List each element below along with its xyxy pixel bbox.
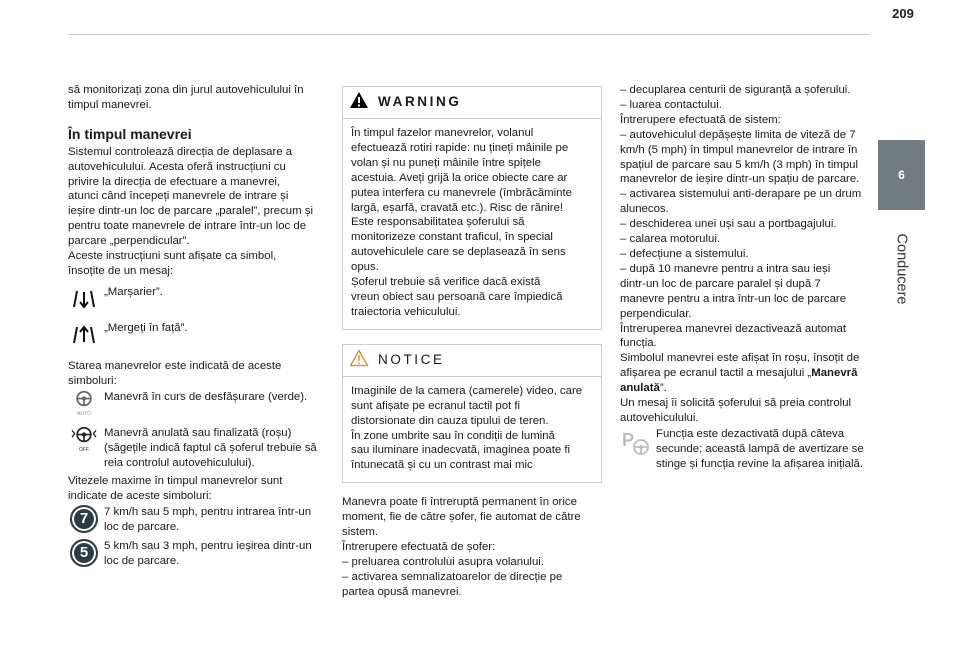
cancelled-message: Manevră anulată [620,367,858,395]
page-number: 209 [892,6,914,21]
column-left [68,83,328,573]
speed-5-row [68,539,328,569]
status-off-label: OFF [79,446,89,453]
chapter-title-vertical [878,214,925,324]
column-right [620,83,874,476]
reverse-label: „Marșarier”. [104,285,163,298]
chapter-number: 6 [898,168,905,182]
notice-text: Imaginile de la camera (camerele) video, care sunt afișate pe ecranul tactil pot fi distorsionate din cauza tipului de teren. În zone umbrite sau în condiții de lumină sau iluminare inadecvată, imaginea poate fi întunecată și cu un contrast mai mic [351,384,583,472]
steering-wheel-off-icon [68,426,100,458]
park-assist-lamp-icon [620,427,652,459]
chapter-tab[interactable] [878,140,925,210]
forward-arrow-icon [68,321,100,349]
speed-7-text: 7 km/h sau 5 mph, pentru intrarea într-un loc de parcare. [104,506,312,534]
lamp-row [620,427,874,472]
speed-7-row [68,505,328,535]
column-middle [342,83,602,600]
notice-triangle-icon [349,349,369,372]
status-cancelled-row [68,426,328,471]
reverse-arrow-icon [68,285,100,313]
forward-label: „Mergeți în față”. [104,321,188,334]
warning-title: WARNING [378,94,462,110]
status-in-progress-text: Manevră în curs de desfășurare (verde). [104,390,308,403]
speed-5-badge: 5 [68,539,100,567]
forward-row [68,321,328,349]
notice-header [343,345,601,377]
warning-header [343,87,601,119]
status-auto-label: AUTO [77,410,91,417]
notice-title: NOTICE [378,351,445,367]
intro-text: să monitorizați zona din jurul autovehiculului în timpul manevrei. [68,84,304,111]
svg-text:P: P [622,429,635,450]
interruption-text: Manevra poate fi întreruptă permanent în orice moment, fie de către șofer, fie automat de către sistem. Întrerupere efectuată de șofer: – preluarea controlului asupra volanului. – activarea semnalizatoarelor de direcție pe partea opusă manevrei. [342,496,581,598]
interruption-text-after: ”. Un mesaj îi solicită șoferului să preia controlul autovehiculului. [620,382,852,424]
guidance-paragraph: Sistemul controlează direcția de deplasare a autovehiculului. Acesta oferă instrucțiuni cu privire la direcția de efectuare a manevrei, atunci când începeți manevrele de intrare și ieșire dintr-un loc de parcare „paralel”, precum și pentru toate manevrele de intrare într-un loc de parcare „perpendicular”. Aceste instrucțiuni sunt afișate ca simbol, însoțite de un mesaj: [68,145,313,277]
status-intro: Starea manevrelor este indicată de aceste simboluri: [68,359,282,387]
warning-box [342,86,602,330]
speed-5-text: 5 km/h sau 3 mph, pentru ieșirea dintr-un loc de parcare. [104,540,312,567]
section-heading: În timpul manevrei [68,125,192,142]
chapter-title: Conducere [893,233,910,305]
header-rule [68,34,870,35]
status-cancelled-text: Manevră anulată sau finalizată (roșu) (săgețile indică faptul că șoferul trebuie să reia controlul autovehiculului). [104,426,317,469]
interruption-list [620,83,874,426]
interruption-text-top: – decuplarea centurii de siguranță a șoferului. – luarea contactului. Întrerupere efectuată de sistem: – autovehiculul depășește limita de viteză de 7 km/h (5 mph) în timpul manevrelor de intrare în spațiul de parcare sau 5 km/h (3 mph) în timpul manevrelor de ieșire dintr-un spațiu de parcare. – activarea sistemului anti-derapare pe un drum alunecos. – deschiderea unei uși sau a portbagajului. – calarea motorului. – defecțiune a sistemului. – după 10 manevre pentru a intra sau ieși dintr-un loc de parcare paralel și după 7 manevre pentru a intra într-un loc de parcare perpendicular. Întreruperea manevrei dezactivează automat funcția. Simbolul manevrei este afișat în roșu, însoțit de afișarea pe ecranul tactil a mesajului „ [620,84,862,380]
speed-7-badge: 7 [68,505,100,533]
warning-text: În timpul fazelor manevrelor, volanul efectuează rotiri rapide: nu țineți mâinile pe volan și nu puneți mâinile între spițele acestuia. Aveți grijă la orice obiecte care ar putea interfera cu manevrele (îmbrăcăminte largă, eșarfă, cravată etc.). Risc de rănire! Este responsabilitatea șoferului să monitorizeze constant traficul, în special autovehiculele care se deplasează în sens opus. Șoferul trebuie să verifice dacă există vreun obiect sau persoană care împiedică traiectoria vehiculului. [351,127,572,318]
speed-intro: Vitezele maxime în timpul manevrelor sunt indicate de aceste simboluri: [68,475,283,503]
steering-wheel-auto-icon [68,390,100,422]
status-in-progress-row [68,390,328,422]
reverse-row [68,285,328,313]
lamp-text: Funcția este dezactivată după câteva secunde; această lampă de avertizare se stinge și funcția revine la afișarea inițială. [656,427,864,470]
notice-box [342,344,602,483]
warning-triangle-icon [349,91,369,114]
